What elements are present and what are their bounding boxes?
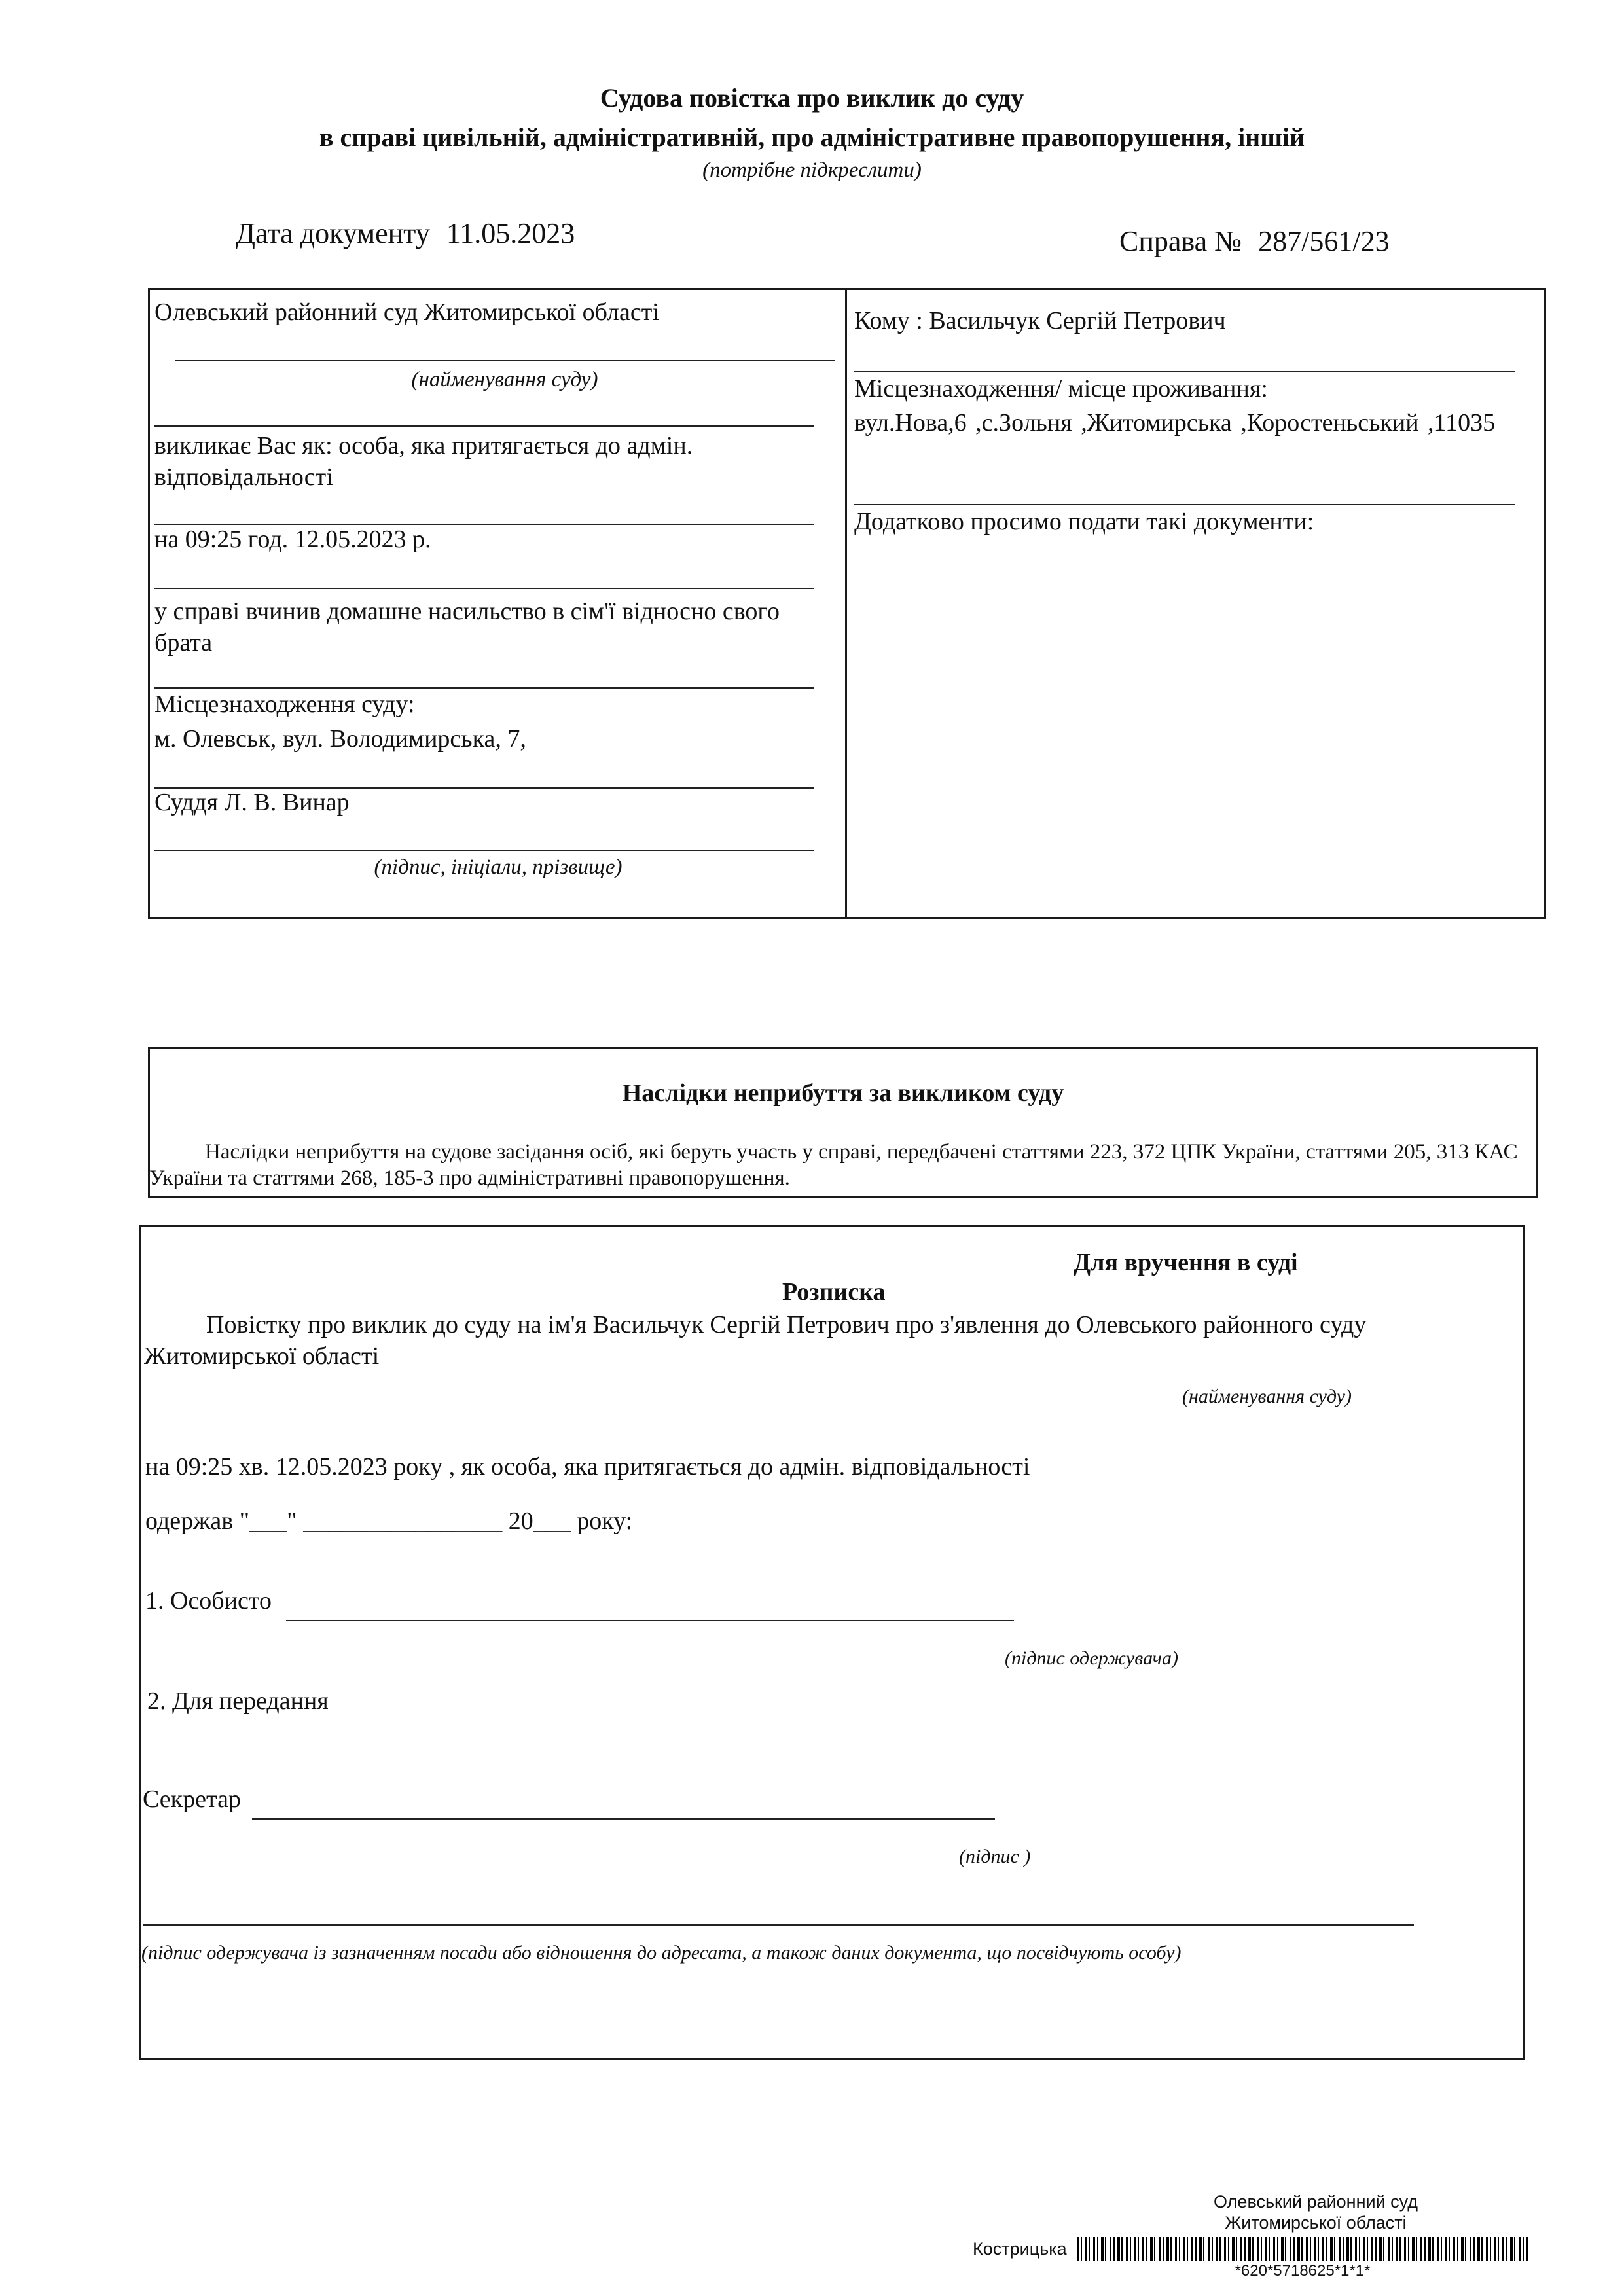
document-date — [236, 216, 575, 251]
clerk-name: Кострицька — [973, 2239, 1067, 2259]
secretary-signature-line — [252, 1818, 995, 1820]
consequences-title: Наслідки неприбуття за викликом суду — [622, 1079, 1064, 1107]
case-number — [1119, 224, 1390, 259]
caption-line — [154, 425, 814, 427]
footer-signature-line — [143, 1924, 1414, 1926]
time-line — [154, 588, 814, 589]
court-location-value: м. Олевськ, вул. Володимирська, 7, — [154, 725, 526, 753]
case-value: 287/561/23 — [1258, 225, 1390, 257]
received-date-line: одержав "___" ________________ 20___ року: — [145, 1507, 633, 1535]
personal-receipt-label: 1. Особисто — [145, 1587, 272, 1615]
recipient-line — [854, 371, 1515, 372]
recipient-name: Кому : Васильчук Сергій Петрович — [854, 307, 1226, 334]
case-matter: у справі вчинив домашне насильство в сім'ї відносно свого брата — [154, 598, 780, 656]
stamp-line-2: Житомирської області — [1225, 2213, 1407, 2233]
for-court-delivery: Для вручення в суді — [1074, 1249, 1298, 1276]
judge-line — [154, 850, 814, 851]
stamp-line-1: Олевський районний суд — [1213, 2192, 1418, 2212]
document-subtitle: в справі цивільній, адміністративній, про адміністративне правопорушення, іншій — [319, 122, 1305, 152]
hearing-time: на 09:25 год. 12.05.2023 р. — [154, 526, 431, 553]
underline-note: (потрібне підкреслити) — [702, 158, 922, 182]
secretary-signature-caption: (підпис ) — [959, 1846, 1031, 1867]
additional-documents-label: Додатково просимо подати такі документи: — [854, 508, 1314, 535]
court-name: Олевський районний суд Житомирської області — [154, 298, 659, 326]
receipt-summons-text: Повістку про виклик до суду на ім'я Васильчук Сергій Петрович про з'явлення до Олевського районного суду Житомирської області — [144, 1311, 1367, 1370]
recipient-signature-caption: (підпис одержувача) — [1005, 1647, 1178, 1669]
secretary-label: Секретар — [143, 1785, 241, 1813]
case-label: Справа № — [1119, 225, 1242, 257]
barcode — [1077, 2237, 1528, 2261]
receipt-hearing-time: на 09:25 хв. 12.05.2023 року , як особа, яка притягається до адмін. відповідальності — [145, 1453, 1030, 1480]
document-title: Судова повістка про виклик до суду — [600, 83, 1024, 113]
receipt-title: Розписка — [782, 1278, 886, 1306]
address-line — [854, 504, 1515, 505]
date-label: Дата документу — [236, 217, 430, 249]
receipt-court-caption: (найменування суду) — [1182, 1386, 1352, 1407]
personal-signature-line — [286, 1620, 1014, 1621]
court-stamp — [1178, 2191, 1453, 2233]
footer-caption: (підпис одержувача із зазначенням посади або відношення до адресата, а також даних документа, що посвідчують особу) — [141, 1942, 1182, 1964]
recipient-address-label: Місцезнаходження/ місце проживання: — [854, 375, 1268, 403]
recipient-address-value: вул.Нова,6 ,с.Зольня ,Житомирська ,Коростеньський ,11035 — [854, 409, 1496, 437]
transfer-label: 2. Для передання — [147, 1687, 329, 1715]
judge-signature-caption: (підпис, ініціали, прізвище) — [374, 855, 623, 879]
court-name-caption: (найменування суду) — [411, 368, 598, 391]
summons-role: викликає Вас як: особа, яка притягається до адмін. відповідальності — [154, 432, 693, 491]
court-location-label: Місцезнаходження суду: — [154, 691, 415, 718]
consequences-text: Наслідки неприбуття на судове засідання осіб, які беруть участь у справі, передбачені статтями 223, 372 ЦПК України, статтями 205, 313 КАС України та статтями 268, 185-3 про адміністративні правопорушення. — [149, 1140, 1518, 1190]
court-name-line — [175, 360, 835, 361]
judge-name: Суддя Л. В. Винар — [154, 789, 350, 816]
barcode-text: *620*5718625*1*1* — [1235, 2262, 1371, 2280]
date-value: 11.05.2023 — [446, 217, 575, 249]
